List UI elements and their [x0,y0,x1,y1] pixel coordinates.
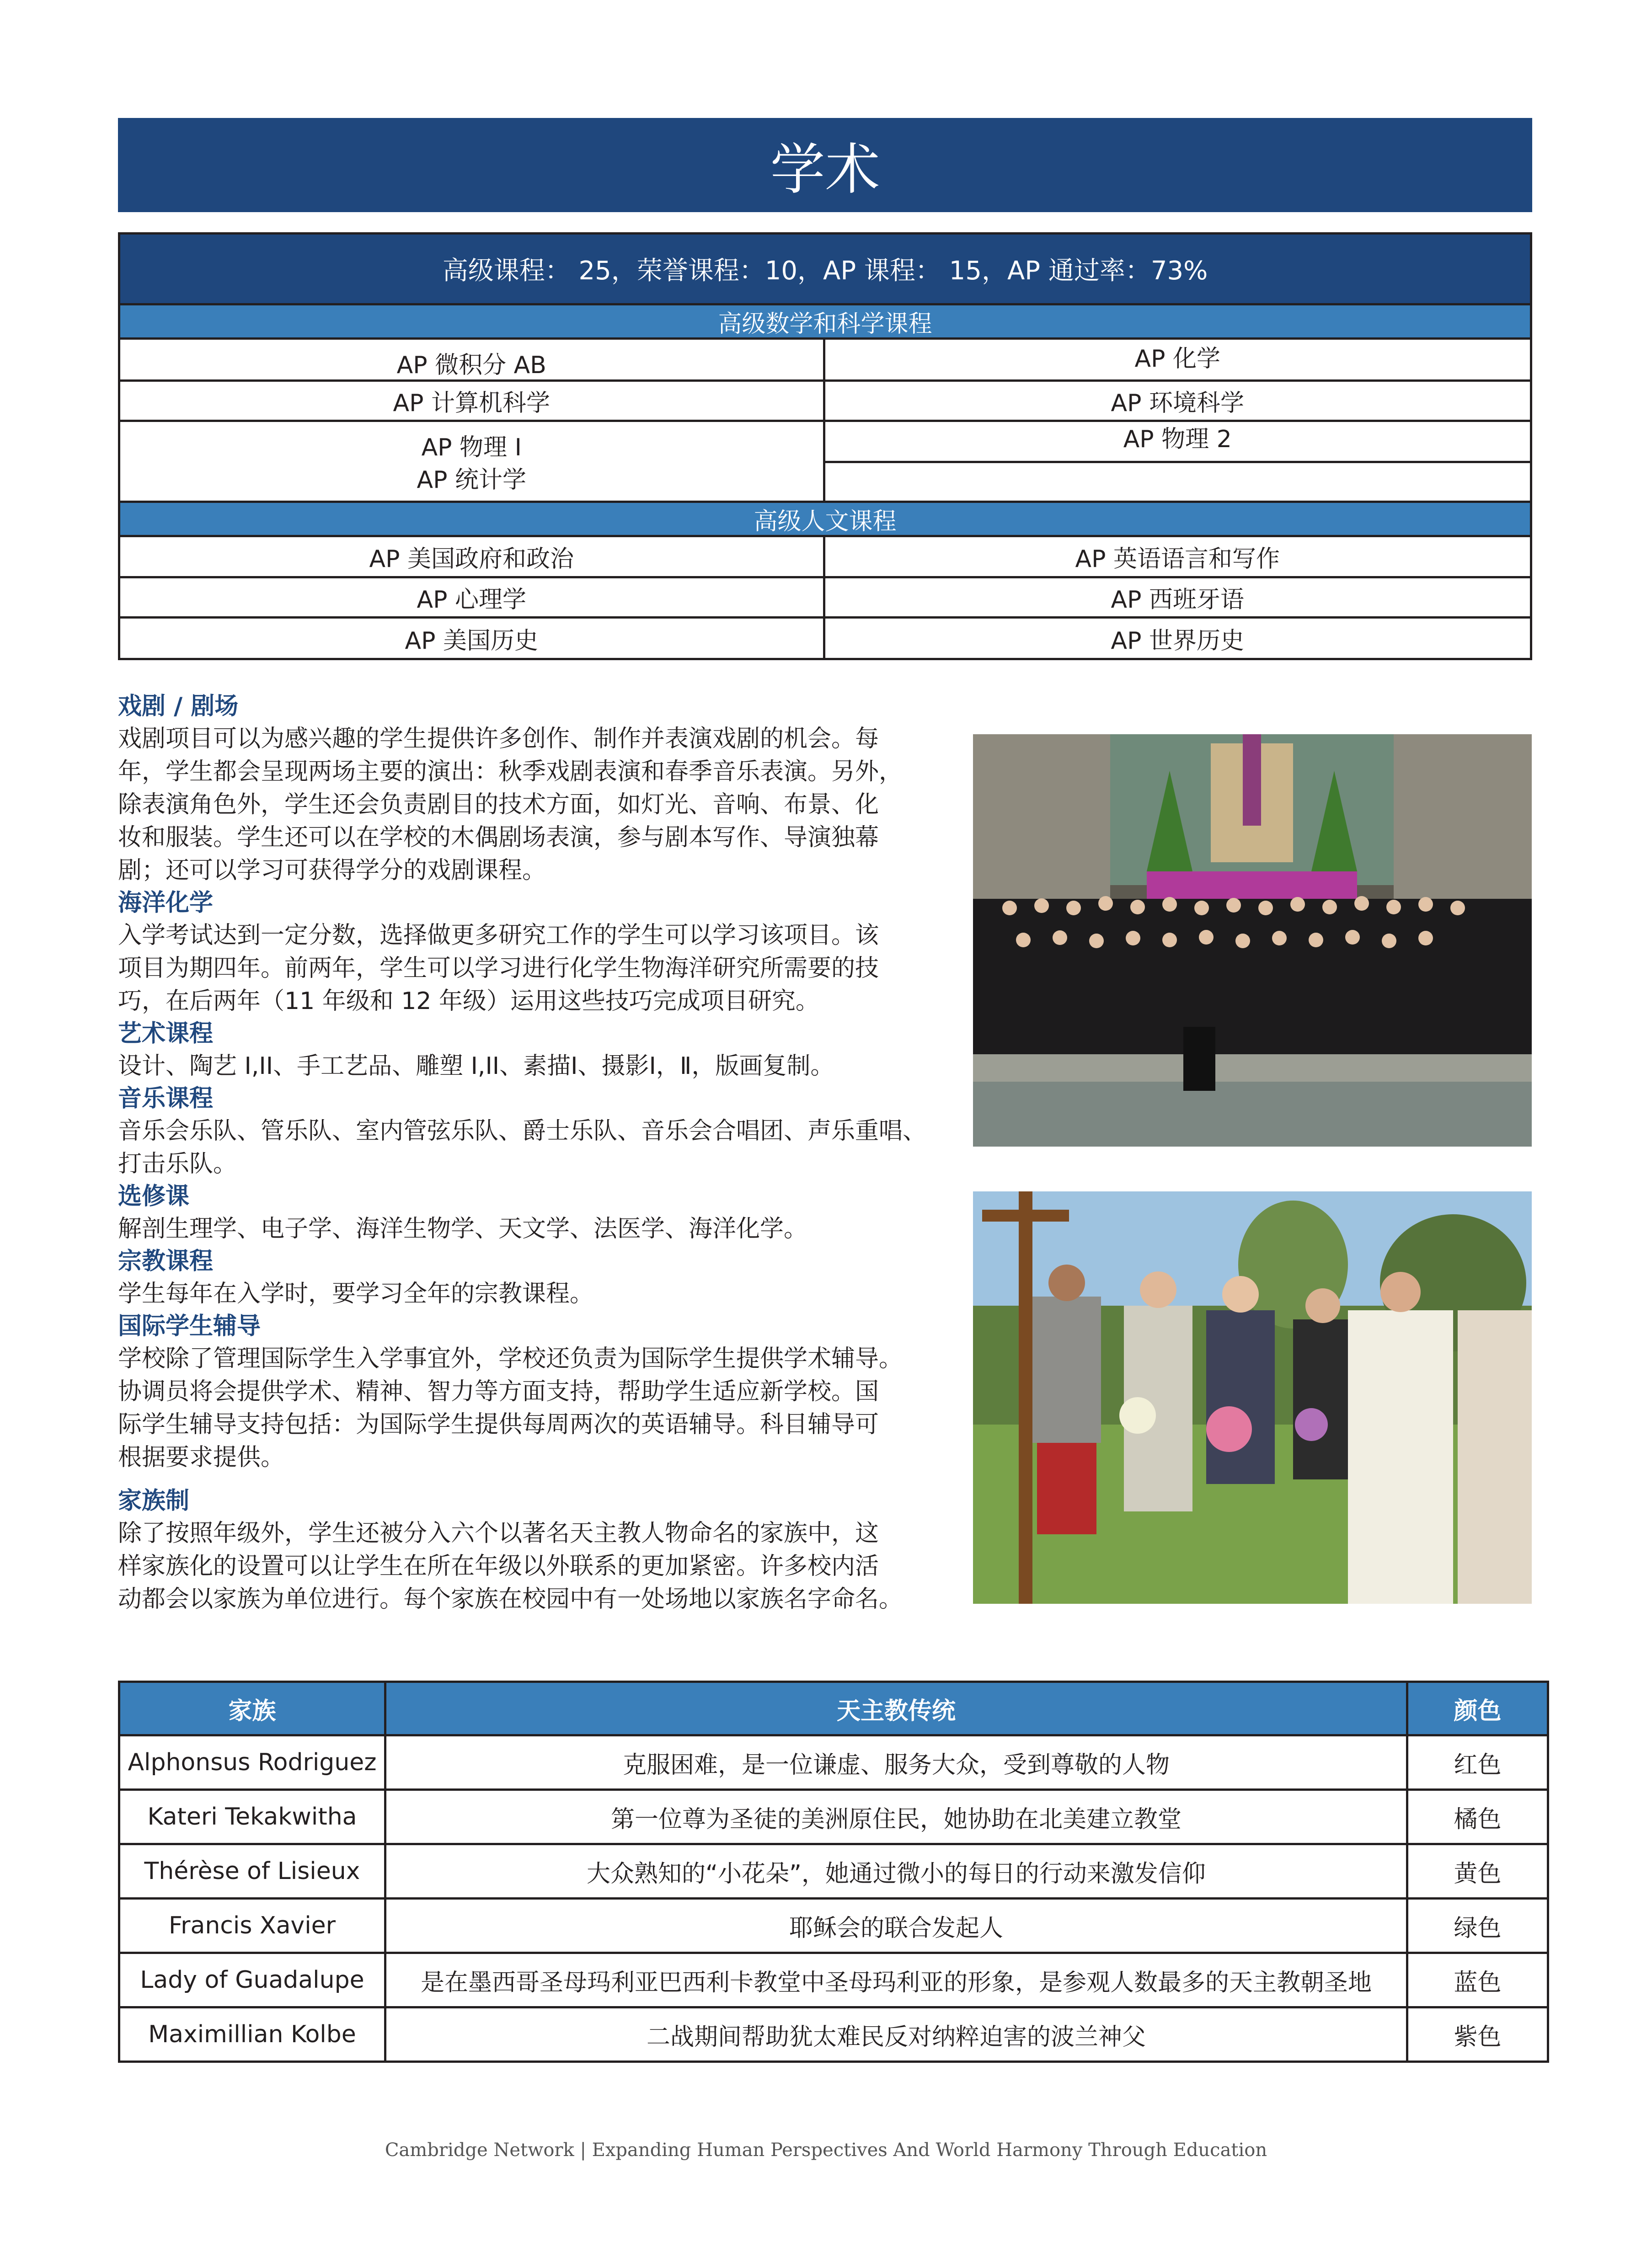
course-cell: AP 物理 2 [825,422,1530,463]
choir-photo-image [973,734,1532,1147]
section-line: 音乐会乐队、管乐队、室内管弦乐队、爵士乐队、音乐会合唱团、声乐重唱、 [118,1117,927,1145]
section-line: 协调员将会提供学术、精神、智力等方面支持，帮助学生适应新学校。国 [118,1378,879,1405]
header-family: 家族 [119,1682,385,1735]
course-row [120,463,1530,501]
family-color: 紫色 [1407,2007,1548,2062]
section-line: 戏剧项目可以为感兴趣的学生提供许多创作、制作并表演戏剧的机会。每 [118,725,879,753]
course-cell: AP 英语语言和写作 [1075,545,1280,573]
family-name: Thérèse of Lisieux [119,1844,385,1899]
section-line: 除表演角色外，学生还会负责剧目的技术方面，如灯光、音响、布景、化 [118,791,879,818]
course-row [120,422,1530,463]
family-name: Lady of Guadalupe [119,1953,385,2007]
course-cell: AP 环境科学 [1111,390,1244,417]
course-cell: AP 世界历史 [1111,627,1244,655]
family-tradition: 二战期间帮助犹太难民反对纳粹迫害的波兰神父 [385,2007,1407,2062]
group-photo [973,1191,1532,1604]
family-name: Maximillian Kolbe [119,2007,385,2062]
page-footer: Cambridge Network | Expanding Human Perspectives And World Harmony Through Education [385,2140,1267,2161]
table-row [119,1790,1548,1844]
section-heading: 选修课 [118,1183,190,1210]
table-row [119,1953,1548,2007]
section-line: 巧，在后两年（11 年级和 12 年级）运用这些技巧完成项目研究。 [118,988,819,1015]
course-cell: AP 计算机科学 [120,382,825,420]
course-cell: AP 美国政府和政治 [120,537,825,576]
section-line: 项目为期四年。前两年，学生可以学习进行化学生物海洋研究所需要的技 [118,955,879,982]
table-row [119,1899,1548,1953]
section-line: 根据要求提供。 [118,1444,285,1471]
family-color: 黄色 [1407,1844,1548,1899]
family-tradition: 大众熟知的“小花朵”，她通过微小的每日的行动来激发信仰 [385,1844,1407,1899]
families-header-row [119,1682,1548,1735]
family-color: 橘色 [1407,1790,1548,1844]
section-line: 妆和服装。学生还可以在学校的木偶剧场表演，参与剧本写作、导演独幕 [118,824,879,851]
section-line: 学校除了管理国际学生入学事宜外，学校还负责为国际学生提供学术辅导。 [118,1345,903,1372]
family-color: 绿色 [1407,1899,1548,1953]
section-electives [118,1180,932,1245]
section-line: 年，学生都会呈现两场主要的演出：秋季戏剧表演和春季音乐表演。另外， [118,758,903,785]
family-name: Alphonsus Rodriguez [119,1735,385,1790]
header-tradition: 天主教传统 [385,1682,1407,1735]
family-tradition: 克服困难，是一位谦虚、服务大众，受到尊敬的人物 [385,1735,1407,1790]
section-line: 打击乐队。 [118,1150,237,1178]
section-heading: 音乐课程 [118,1085,214,1112]
section-heading: 艺术课程 [118,1020,214,1047]
program-sections [118,690,932,1616]
course-cell: AP 物理 I [120,422,825,463]
family-color: 红色 [1407,1735,1548,1790]
choir-photo [973,734,1532,1147]
section-heading: 家族制 [118,1487,190,1515]
family-name: Francis Xavier [119,1899,385,1953]
course-row [120,619,1530,658]
math-science-heading: 高级数学和科学课程 [120,303,1530,340]
section-heading: 海洋化学 [118,889,214,917]
family-tradition: 耶稣会的联合发起人 [385,1899,1407,1953]
course-cell: AP 统计学 [120,463,825,501]
table-row [119,1735,1548,1790]
section-line: 际学生辅导支持包括：为国际学生提供每周两次的英语辅导。科目辅导可 [118,1411,879,1438]
course-row [120,340,1530,382]
course-cell: AP 心理学 [120,578,825,616]
table-row [119,1844,1548,1899]
page-title: 学术 [118,118,1532,212]
course-cell: AP 微积分 AB [120,340,825,379]
course-row [120,537,1530,578]
section-line: 剧；还可以学习可获得学分的戏剧课程。 [118,857,546,884]
family-color: 蓝色 [1407,1953,1548,2007]
course-cell: AP 西班牙语 [1111,586,1244,614]
course-cell: AP 美国历史 [120,619,825,658]
section-heading: 宗教课程 [118,1248,214,1275]
table-row [119,2007,1548,2062]
family-tradition: 是在墨西哥圣母玛利亚巴西利卡教堂中圣母玛利亚的形象，是参观人数最多的天主教朝圣地 [385,1953,1407,2007]
section-line: 入学考试达到一定分数，选择做更多研究工作的学生可以学习该项目。该 [118,922,879,949]
group-photo-image [973,1191,1532,1604]
section-heading: 国际学生辅导 [118,1313,261,1340]
family-tradition: 第一位尊为圣徒的美洲原住民，她协助在北美建立教堂 [385,1790,1407,1844]
humanities-heading: 高级人文课程 [120,501,1530,537]
section-international [118,1310,932,1474]
header-color: 颜色 [1407,1682,1548,1735]
families-table [118,1681,1549,2063]
section-line: 样家族化的设置可以让学生在所在年级以外联系的更加紧密。许多校内活 [118,1553,879,1580]
section-marine-chemistry [118,887,932,1018]
section-line: 设计、陶艺 I,II、手工艺品、雕塑 I,II、素描Ⅰ、摄影Ⅰ，Ⅱ，版画复制。 [118,1052,834,1080]
section-line: 除了按照年级外，学生还被分入六个以著名天主教人物命名的家族中，这 [118,1520,879,1547]
family-name: Kateri Tekakwitha [119,1790,385,1844]
courses-summary: 高级课程： 25，荣誉课程：10，AP 课程： 15，AP 通过率：73% [120,235,1530,303]
section-music [118,1083,932,1180]
section-religion [118,1245,932,1310]
section-drama [118,690,932,887]
section-heading: 戏剧 / 剧场 [118,693,239,720]
section-art [118,1018,932,1083]
course-cell [825,463,1530,501]
section-line: 动都会以家族为单位进行。每个家族在校园中有一处场地以家族名字命名。 [118,1585,903,1613]
course-cell: AP 化学 [1134,345,1220,373]
course-row [120,382,1530,422]
section-line: 解剖生理学、电子学、海洋生物学、天文学、法医学、海洋化学。 [118,1215,808,1243]
section-line: 学生每年在入学时，要学习全年的宗教课程。 [118,1280,594,1308]
course-row [120,578,1530,619]
section-houses [118,1485,932,1616]
courses-table [118,232,1532,660]
